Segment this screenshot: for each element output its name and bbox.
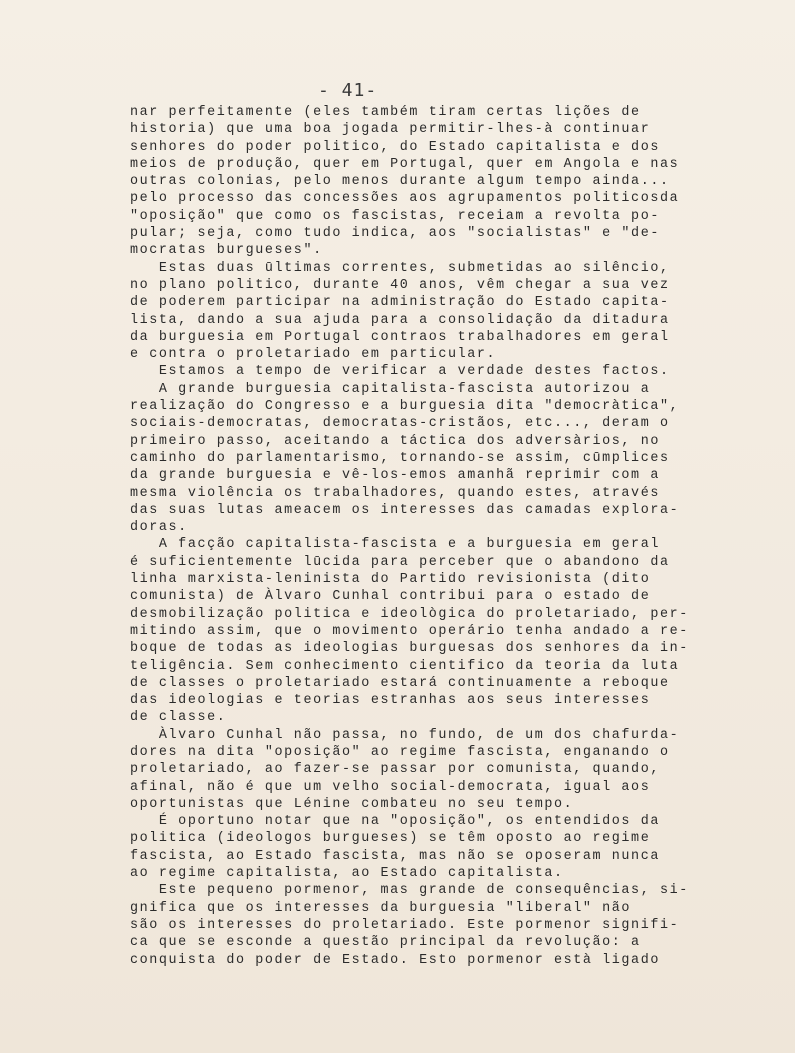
text-line: É oportuno notar que na "oposição", os entendidos da bbox=[130, 814, 660, 830]
text-line: caminho do parlamentarismo, tornando-se assim, cūmplices bbox=[130, 450, 670, 466]
text-line: de poderem participar na administração do Estado capita- bbox=[130, 295, 670, 311]
text-line: boque de todas as ideologias burguesas dos senhores da in- bbox=[130, 641, 689, 657]
text-line: Este pequeno pormenor, mas grande de consequências, si- bbox=[130, 883, 689, 899]
text-line: Estas duas ūltimas correntes, submetidas ao silêncio, bbox=[130, 260, 670, 276]
text-line: da burguesia em Portugal contraos trabalhadores em geral bbox=[130, 329, 670, 345]
text-line: comunista) de Àlvaro Cunhal contribui para o estado de bbox=[130, 589, 651, 605]
text-line: mitindo assim, que o movimento operário tenha andado a re- bbox=[130, 623, 689, 639]
page-number: - 41- bbox=[318, 80, 378, 101]
body-text bbox=[130, 104, 715, 969]
text-line: realização do Congresso e a burguesia dita "democràtica", bbox=[130, 399, 680, 415]
text-line: senhores do poder politico, do Estado capitalista e dos bbox=[130, 139, 660, 155]
text-line: pelo processo das concessões aos agrupamentos politicosda bbox=[130, 191, 680, 207]
text-line: das ideologias e teorias estranhas aos seus interesses bbox=[130, 693, 651, 709]
text-line: de classes o proletariado estará continuamente a reboque bbox=[130, 675, 670, 691]
text-line: da grande burguesia e vê-los-emos amanhã reprimir com a bbox=[130, 468, 660, 484]
text-line: historia) que uma boa jogada permitir-lhes-à continuar bbox=[130, 122, 651, 138]
text-line: no plano politico, durante 40 anos, vêm chegar a sua vez bbox=[130, 277, 670, 293]
text-line: gnifica que os interesses da burguesia "liberal" não bbox=[130, 900, 632, 916]
text-line: fascista, ao Estado fascista, mas não se oposeram nunca bbox=[130, 848, 660, 864]
text-line: linha marxista-leninista do Partido revisionista (dito bbox=[130, 572, 651, 588]
text-line: são os interesses do proletariado. Este pormenor signifi- bbox=[130, 917, 680, 933]
text-line: das suas lutas ameacem os interesses das camadas explora- bbox=[130, 502, 680, 518]
text-line: ao regime capitalista, ao Estado capitalista. bbox=[130, 866, 564, 882]
text-line: A grande burguesia capitalista-fascista autorizou a bbox=[130, 381, 651, 397]
text-line: desmobilização politica e ideològica do proletariado, per- bbox=[130, 606, 689, 622]
text-line: dores na dita "oposição" ao regime fascista, enganando o bbox=[130, 744, 670, 760]
text-line: de classe. bbox=[130, 710, 227, 726]
text-line: conquista do poder de Estado. Esto pormenor està ligado bbox=[130, 952, 660, 968]
text-line: lista, dando a sua ajuda para a consolidação da ditadura bbox=[130, 312, 670, 328]
text-line: "oposição" que como os fascistas, receiam a revolta po- bbox=[130, 208, 660, 224]
text-line: doras. bbox=[130, 520, 188, 536]
text-line: e contra o proletariado em particular. bbox=[130, 347, 497, 363]
text-line: mesma violência os trabalhadores, quando estes, através bbox=[130, 485, 660, 501]
text-line: A facção capitalista-fascista e a burguesia em geral bbox=[130, 537, 660, 553]
text-line: afinal, não é que um velho social-democrata, igual aos bbox=[130, 779, 651, 795]
text-line: pular; seja, como tudo indica, aos "socialistas" e "de- bbox=[130, 226, 660, 242]
text-line: ca que se esconde a questão principal da revolução: a bbox=[130, 935, 641, 951]
text-line: mocratas burgueses". bbox=[130, 243, 323, 259]
text-line: sociais-democratas, democratas-cristãos, etc..., deram o bbox=[130, 416, 670, 432]
text-line: nar perfeitamente (eles também tiram certas lições de bbox=[130, 105, 641, 120]
text-line: proletariado, ao fazer-se passar por comunista, quando, bbox=[130, 762, 660, 778]
text-line: oportunistas que Lénine combateu no seu tempo. bbox=[130, 796, 574, 812]
text-line: outras colonias, pelo menos durante algum tempo ainda... bbox=[130, 174, 670, 190]
text-line: primeiro passo, aceitando a táctica dos adversàrios, no bbox=[130, 433, 660, 449]
text-line: Estamos a tempo de verificar a verdade destes factos. bbox=[130, 364, 670, 380]
text-line: Àlvaro Cunhal não passa, no fundo, de um dos chafurda- bbox=[130, 727, 680, 743]
text-line: é suficientemente lūcida para perceber que o abandono da bbox=[130, 554, 670, 570]
text-line: politica (ideologos burgueses) se têm oposto ao regime bbox=[130, 831, 651, 847]
text-line: teligência. Sem conhecimento cientifico da teoria da luta bbox=[130, 658, 680, 674]
text-line: meios de produção, quer em Portugal, quer em Angola e nas bbox=[130, 156, 680, 172]
